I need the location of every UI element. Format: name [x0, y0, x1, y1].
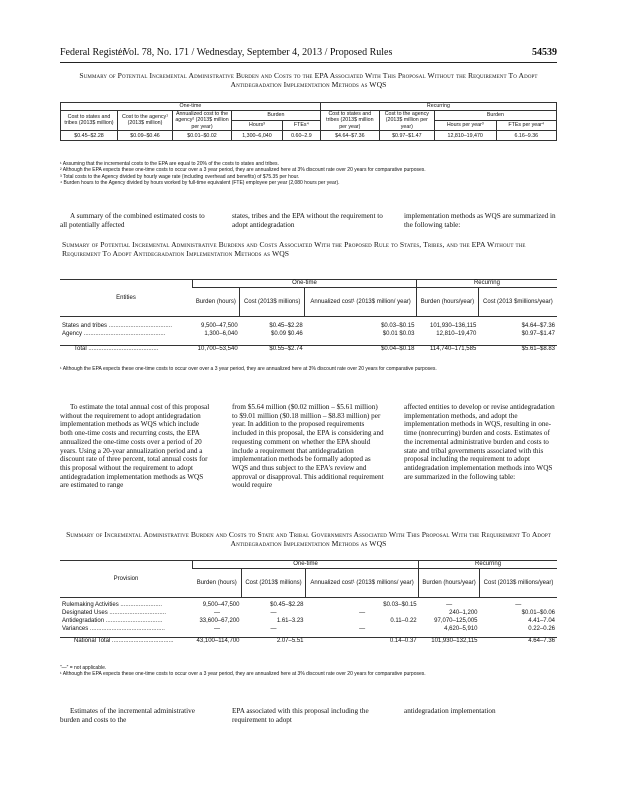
table-cell: 1,300–6,040 [204, 331, 238, 337]
table-cell: $0.45–$2.28 [61, 131, 118, 141]
footnote: ⁴ Burden hours to the Agency divided by hours worked by full-time equivalent (FTE) employee per year (2,080 hours per year). [60, 179, 340, 186]
column-left: Estimates of the incremental administrative burden and costs to the [60, 707, 195, 724]
footnote: ³ Total costs to the Agency divided by hourly wage rate (including overhead and benefits) of $75.35 per hour. [60, 173, 300, 180]
table1-footnotes [60, 161, 557, 186]
table-cell: 0.11–0.22 [390, 617, 417, 624]
table-cell: $0.97–$1.47 [379, 131, 434, 141]
table-cell: — [359, 610, 366, 616]
table-cell: 240–1,200 [449, 610, 478, 616]
table2-footnotes [60, 366, 557, 372]
table-cell: 4,620–5,910 [444, 625, 478, 632]
table-cell: 114,740–171,585 [416, 345, 478, 353]
table-cell: — [359, 625, 366, 632]
table-cell: $0.03–$0.15 [381, 323, 415, 330]
table1-col-ftes: FTEs⁴ [282, 120, 320, 130]
table-cell: 0.22–0.26 [528, 625, 555, 632]
table-cell: $4.64–$7.36 [320, 131, 379, 141]
table1-col-annualized: Annualized cost to the agency² (2013$ million per year) [173, 110, 232, 131]
table3-col-provision: Provision [60, 561, 193, 598]
table-cell: — [213, 625, 220, 632]
table-cell: — [270, 625, 277, 632]
table-cell: 12,810–19,470 [434, 131, 496, 141]
table-cell: 12,810–19,470 [436, 331, 477, 337]
row-label: Variances ............................................. [62, 625, 165, 632]
table1-col-burden: Burden [232, 110, 321, 120]
table1-title: Summary of Potential Incremental Administrative Burden and Costs to the EPA Associated With This Proposal Without the Requirement To Adopt Antidegradation Implementation Methods as WQS [79, 71, 538, 90]
table-cell: $0.01–$0.02 [173, 131, 232, 141]
table-cell: 0.14–0.37 [306, 638, 419, 646]
table-cell: — [515, 602, 522, 609]
table-row [60, 610, 557, 618]
table-cell: 4.41–7.04 [528, 617, 555, 624]
table-row [60, 618, 557, 626]
column-middle: states, tribes and the EPA without the requirement to adopt antidegradation [232, 212, 383, 229]
table-cell: 4.64–7.36 [480, 638, 557, 646]
row-label: Rulemaking Activities ......................... [62, 602, 163, 609]
body-text-2 [60, 403, 557, 518]
table-row [60, 323, 557, 331]
row-label: National Total ..................................... [60, 638, 193, 646]
table-cell: $5.61–$8.83 [478, 345, 557, 353]
footnote: ¹ Assuming that the incremental costs to the EPA are equal to 20% of the costs to states and tribes. [60, 161, 279, 167]
column-middle: EPA associated with this proposal including the requirement to adopt [232, 707, 369, 724]
table2-col-r-burden: Burden (hours/year) [416, 288, 478, 317]
table3-col-annualized: Annualized cost¹ (2013$ millions/ year) [306, 569, 419, 598]
table-cell: $0.09–$0.46 [118, 131, 173, 141]
table-cell: 97,070–125,005 [434, 617, 478, 624]
table-cell: 1.61–3.23 [276, 617, 304, 624]
table2-col-annualized: Annualized cost¹ (2013$ million/ year) [305, 288, 417, 317]
table2-col-cost: Cost (2013$ millions) [240, 288, 305, 317]
table-cell: 101,930–132,115 [419, 638, 480, 646]
column-right: affected entities to develop or revise antidegradation implementation methods, and adopt the implementation methods in WQS, resulting in one-time (nonrecurring) burden and costs. Estimates of the incremental administrative burden and costs to state and tribal governments associated with this proposal including the requirement to adopt antidegradation implementation methods into WQS are summarized in the following table: [404, 403, 555, 481]
row-label: States and tribes ...................................... [62, 323, 173, 330]
table3-col-burden: Burden (hours) [193, 569, 242, 598]
table-cell: 101,930–136,115 [430, 323, 477, 330]
table-row [60, 331, 557, 339]
table-cell: — [270, 610, 277, 616]
table-cell: 0.60–2.9 [282, 131, 320, 141]
table2-col-entities: Entities [60, 280, 193, 317]
column-left: A summary of the combined estimated costs to all potentially affected [60, 212, 205, 229]
table1 [60, 102, 557, 141]
table3-group-recurring: Recurring [419, 561, 557, 569]
table-cell: 33,600–67,200 [199, 617, 240, 624]
column-right: antidegradation implementation [404, 707, 496, 715]
table2-title: Summary of Potential Incremental Administrative Burdens and Costs Associated With the Proposed Rule to States, Tribes, and the EPA Without the Requirement To Adopt Antidegradation Implementation Methods as WQS [62, 240, 526, 259]
column-right: implementation methods as WQS are summarized in the following table: [404, 212, 556, 229]
table3-footnotes [60, 665, 557, 678]
table3-col-cost: Cost (2013$ millions) [241, 569, 305, 598]
table-cell: 1,300–6,040 [232, 131, 283, 141]
table-cell: $0.09 $0.46 [271, 331, 303, 337]
footnote: ¹ Although the EPA expects these one-time costs to occur over over a 3 year period, they are annualized here at 3% discount rate over 20 years for comparative purposes. [60, 366, 437, 372]
running-header [60, 47, 557, 61]
table-cell: 43,100–114,700 [193, 638, 242, 646]
table3 [60, 560, 557, 646]
table2 [60, 279, 557, 354]
table2-group-onetime: One-time [193, 280, 417, 288]
table-cell: $4.64–$7.36 [521, 323, 555, 330]
table3-group-onetime: One-time [193, 561, 419, 569]
table-cell: — [446, 602, 453, 609]
table2-col-r-cost: Cost (2013 $millions/year) [478, 288, 557, 317]
table-cell: 10,700–53,540 [193, 345, 240, 353]
table1-group-onetime: One-time [61, 103, 321, 111]
table-row [60, 638, 557, 646]
table3-title: Summary of Incremental Administrative Burden and Costs to State and Tribal Governments Associated With This Proposal With the Requirement To Adopt Antidegradation Implementation Methods as WQS [66, 530, 551, 549]
table-cell: $0.04–$0.18 [305, 345, 417, 353]
table-cell: 9,500–47,500 [202, 602, 240, 609]
table-cell: $0.55–$2.74 [240, 345, 305, 353]
footnote: “—” = not applicable. [60, 665, 107, 671]
table1-col-r-cost-agency: Cost to the agency (2013$ million per year) [379, 110, 434, 131]
table2-group-recurring: Recurring [416, 280, 557, 288]
body-text-1 [60, 212, 557, 232]
table-row [61, 131, 557, 141]
header-rule [60, 62, 557, 63]
table-cell: $0.97–$1.47 [521, 331, 555, 337]
table1-group-recurring: Recurring [320, 103, 556, 111]
table-cell: $0.45–$2.28 [270, 602, 304, 609]
table1-col-cost-agency: Cost to the agency¹ (2013$ million) [118, 110, 173, 131]
row-label: Designated Uses .................................. [62, 610, 167, 616]
footnote: ¹ Although the EPA expects these one-time costs to occur over a 3 year period, they are annualized here at 3% discount rate over 20 years for comparative purposes. [60, 671, 426, 678]
table-cell: $0.01 $0.03 [382, 331, 415, 337]
table-cell: — [213, 610, 220, 616]
column-left: To estimate the total annual cost of this proposal without the requirement to adopt antidegradation implementation methods as WQS which include both one-time costs and recurring costs, the EPA annualized the one-time costs over a period of 20 years. Using a 20-year annualization period and a discount rate of three percent, total annual costs for this proposal without the requirement to adopt antidegradation implementation methods as WQS are estimated to range [60, 403, 210, 490]
footnote: ² Although the EPA expects these one-time costs to occur over a 3 year period, they are annualized here at 3% discount rate over 20 years for comparative purposes. [60, 167, 426, 174]
table1-col-cost-states: Cost to states and tribes (2013$ million) [61, 110, 118, 131]
row-label: Antidegradation .................................. [62, 617, 163, 624]
table3-col-r-cost: Cost (2013$ millions/year) [480, 569, 557, 598]
table2-col-burden: Burden (hours) [193, 288, 240, 317]
table1-col-r-burden: Burden [434, 110, 556, 120]
table-row [60, 602, 557, 610]
table-row [60, 345, 557, 353]
table-cell: 9,500–47,500 [201, 323, 238, 330]
table-cell: $0.45–$2.28 [269, 323, 303, 330]
header-page-number: 54539 [532, 47, 557, 58]
table3-col-r-burden: Burden (hours/year) [419, 569, 480, 598]
row-label: Total .......................................... [60, 345, 193, 353]
table-cell: 6.16–9.36 [496, 131, 556, 141]
body-text-3 [60, 707, 557, 727]
table-cell: $0.03–$0.15 [383, 602, 417, 609]
header-issue: / Vol. 78, No. 171 / Wednesday, September 4, 2013 / Proposed Rules [118, 47, 393, 58]
table-cell: $0.01–$0.06 [521, 610, 555, 616]
header-publication: Federal Register [60, 47, 126, 58]
row-label: Agency ................................................. [62, 331, 166, 337]
table-row [60, 626, 557, 634]
column-middle: from $5.64 million ($0.02 million – $5.61 million) to $9.01 million ($0.18 million – $8.83 million) per year. In addition to the proposed requirements included in this proposal, the EPA is considering and requesting comment on whether the EPA should include a requirement that antidegradation implementation methods be formally adopted as WQS and thus subject to the EPA's review and approval or disapproval. This additional requirement would require [232, 403, 384, 490]
table1-col-r-ftes: FTEs per year⁴ [496, 120, 556, 130]
table1-col-r-cost-states: Cost to states and tribes (2013$ million per year) [320, 110, 379, 131]
table-cell: 2.07–5.51 [241, 638, 305, 646]
table1-col-r-hours: Hours per year³ [434, 120, 496, 130]
table1-col-hours: Hours³ [232, 120, 283, 130]
